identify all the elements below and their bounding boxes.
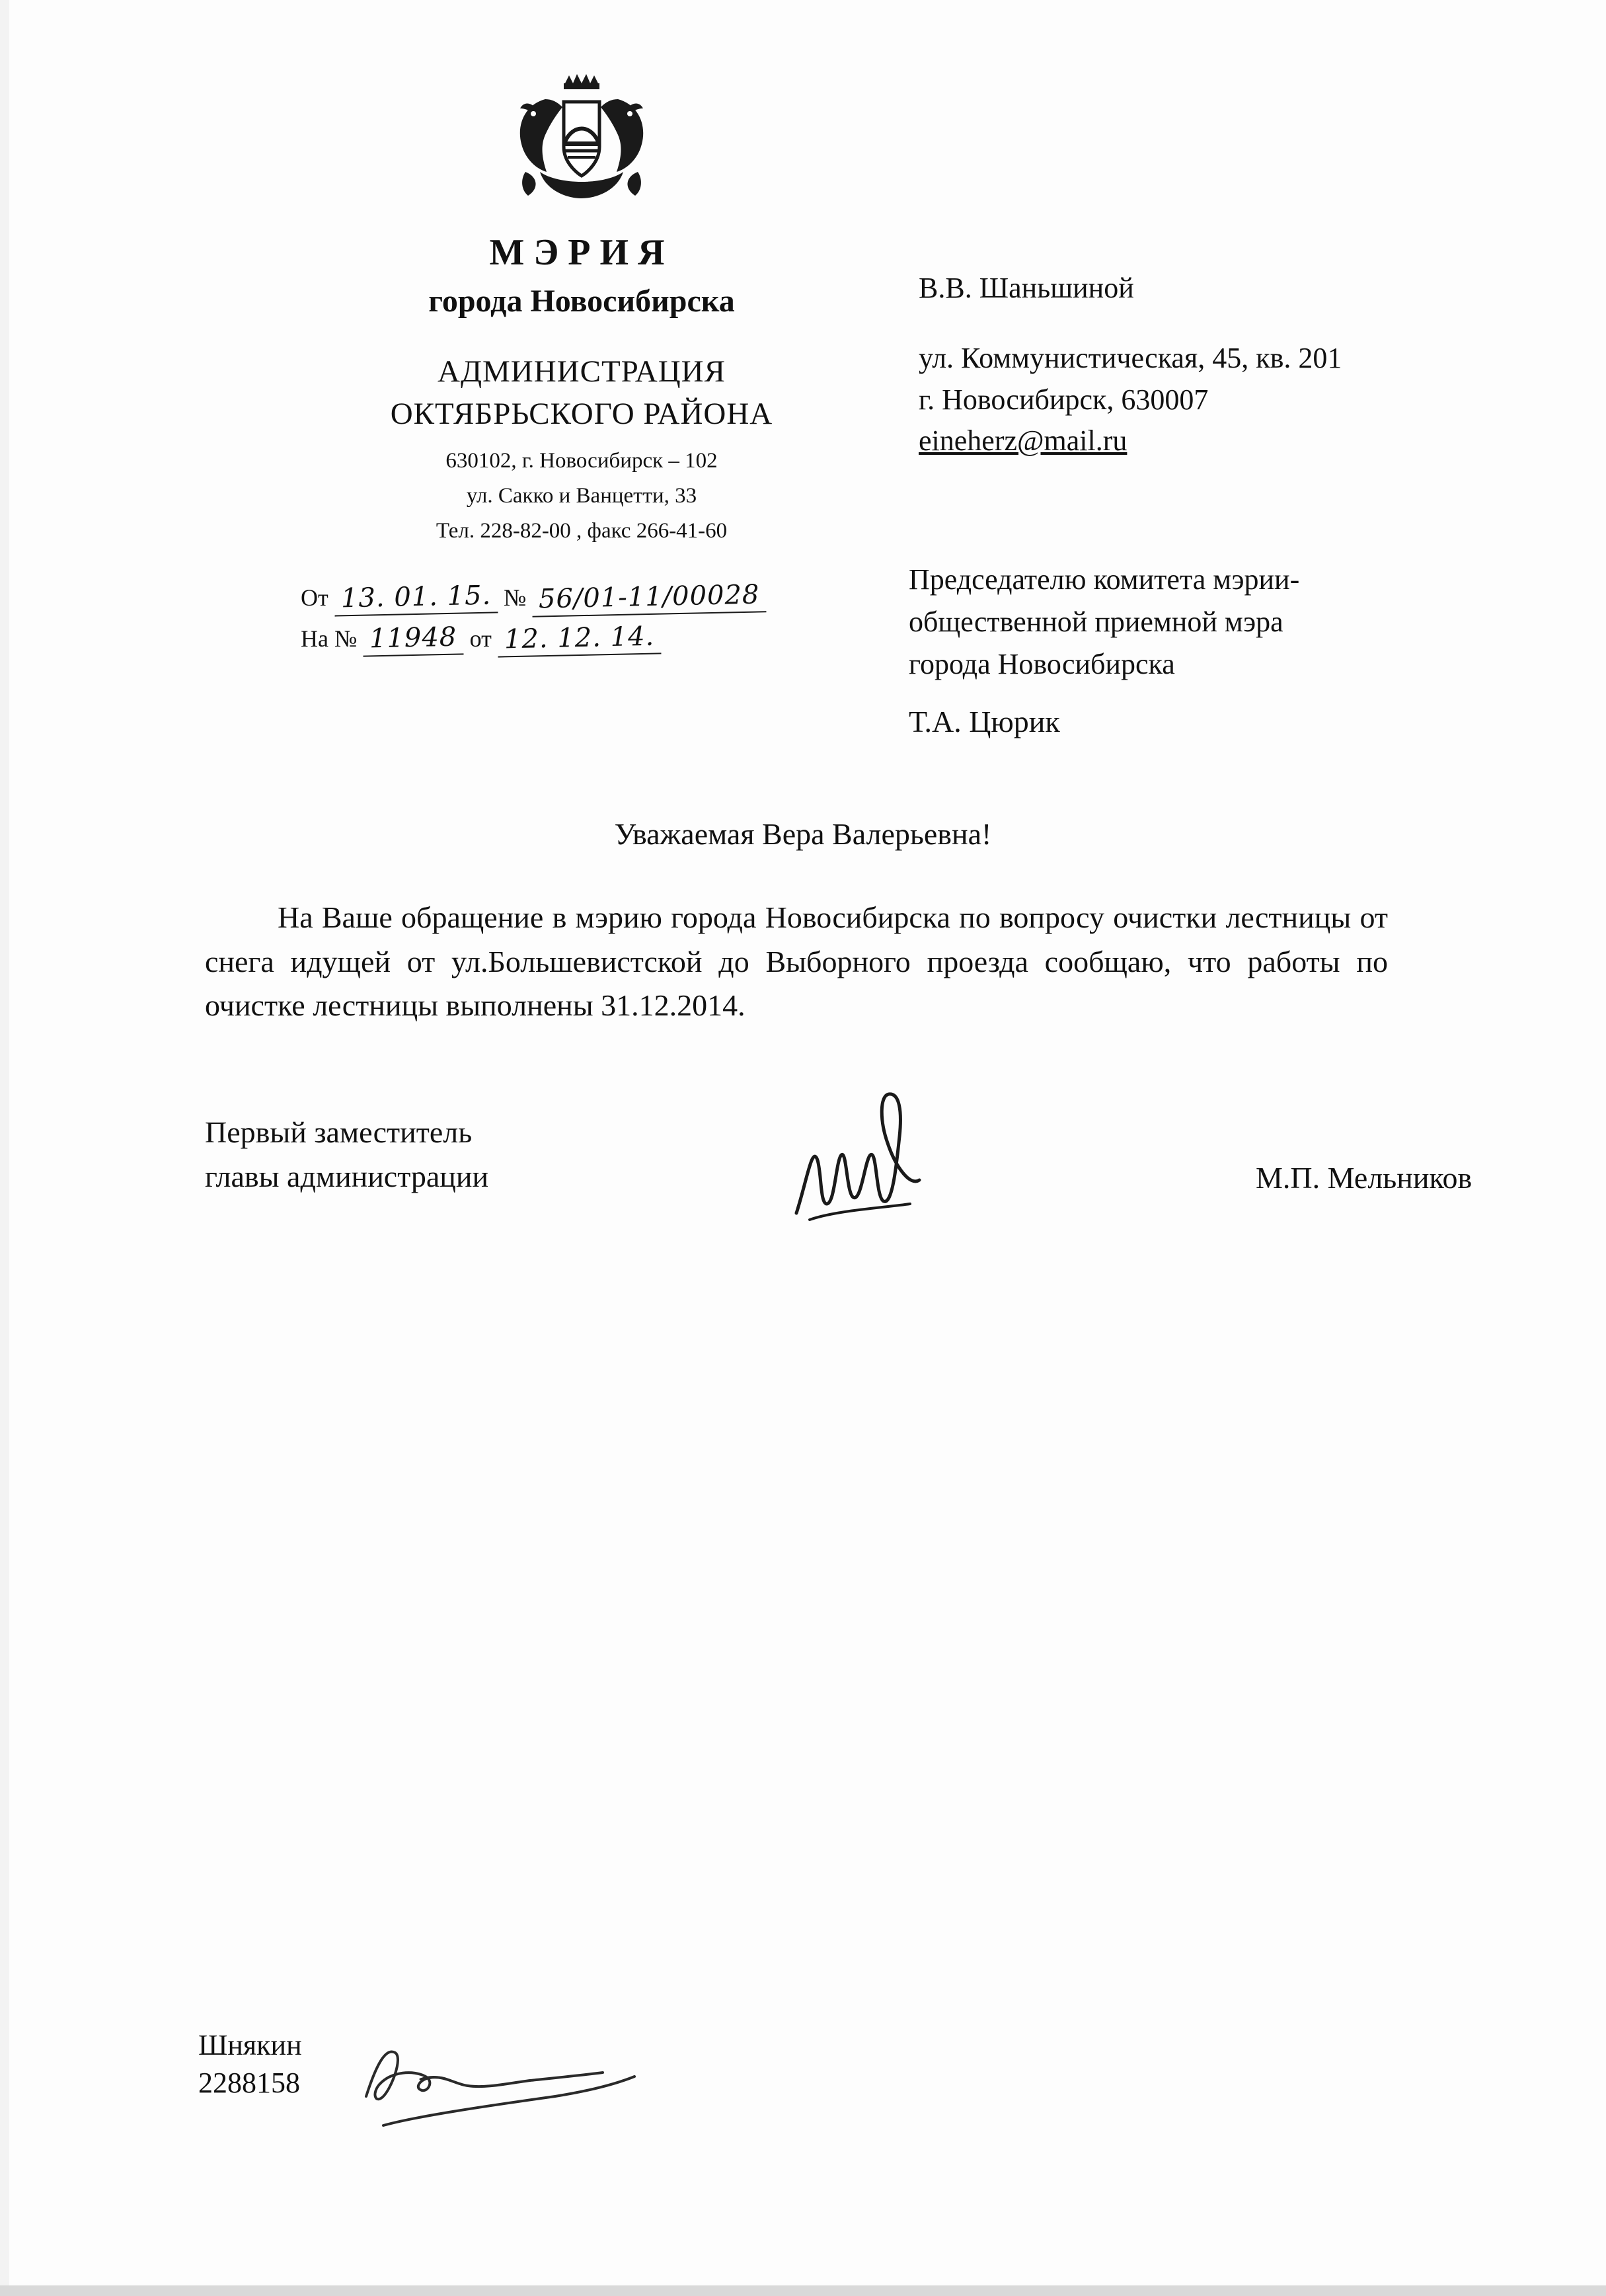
letterhead: [284, 73, 879, 543]
from-label: От: [301, 584, 328, 611]
novosibirsk-coat-of-arms-icon: [499, 73, 664, 225]
page-left-edge: [0, 0, 9, 2296]
reference-block: [301, 579, 896, 664]
reference-row-incoming: [301, 623, 896, 664]
secondary-addressee-line-1: Председателю комитета мэрии-: [909, 563, 1300, 596]
recipient-block: [919, 268, 1547, 462]
number-label: №: [504, 584, 527, 611]
reply-label: На №: [301, 625, 358, 652]
letter-body: На Ваше обращение в мэрию города Новосибирска по вопросу очистки лестницы от снега идущей от ул.Большевистской до Выборного проезда сообщаю, что работы по очистке лестницы выполнены 31.12.2014.: [205, 900, 1388, 1023]
incoming-number-value: 11948: [363, 621, 464, 656]
signer-position-line-1: Первый заместитель: [205, 1115, 473, 1149]
postal-code-line: 630102, г. Новосибирск – 102: [445, 449, 718, 473]
secondary-addressee-block: [909, 559, 1556, 685]
administration-line-2: ОКТЯБРЬСКОГО РАЙОНА: [390, 397, 773, 431]
recipient-name: В.В. Шаньшиной: [919, 272, 1134, 304]
signer-position: [205, 1111, 488, 1199]
reference-row-outgoing: [301, 579, 896, 623]
executor-block: [198, 2026, 302, 2102]
secondary-addressee-line-2: общественной приемной мэра: [909, 605, 1283, 638]
salutation: Уважаемая Вера Валерьевна!: [614, 817, 992, 851]
reply-date-label: от: [469, 625, 492, 652]
recipient-address-line-2: г. Новосибирск, 630007: [919, 383, 1209, 416]
handwritten-signature-icon: [783, 1081, 968, 1253]
from-date-value: 13. 01. 15.: [334, 580, 498, 616]
organization-subtitle: города Новосибирска: [428, 284, 735, 319]
secondary-addressee-name: Т.А. Цюрик: [909, 705, 1060, 738]
incoming-date-value: 12. 12. 14.: [497, 621, 661, 657]
phone-line: Тел. 228-82-00 , факс 266-41-60: [436, 519, 728, 543]
organization-title: МЭРИЯ: [489, 232, 674, 273]
executor-name: Шнякин: [198, 2029, 302, 2061]
signer-position-line-2: главы администрации: [205, 1159, 489, 1193]
administration-line-1: АДМИНИСТРАЦИЯ: [438, 354, 726, 389]
street-line: ул. Сакко и Ванцетти, 33: [466, 484, 697, 508]
recipient-address-line-1: ул. Коммунистическая, 45, кв. 201: [919, 342, 1342, 375]
recipient-email[interactable]: eineherz@mail.ru: [919, 424, 1128, 457]
executor-handwritten-signature-icon: [357, 2033, 687, 2152]
secondary-addressee-line-3: города Новосибирска: [909, 647, 1175, 680]
executor-phone: 2288158: [198, 2067, 300, 2100]
page-bottom-edge: [0, 2285, 1606, 2296]
outgoing-number-value: 56/01-11/00028: [532, 579, 767, 617]
recipient-spacer: [919, 309, 1547, 338]
signer-name: М.П. Мельников: [1256, 1161, 1472, 1195]
